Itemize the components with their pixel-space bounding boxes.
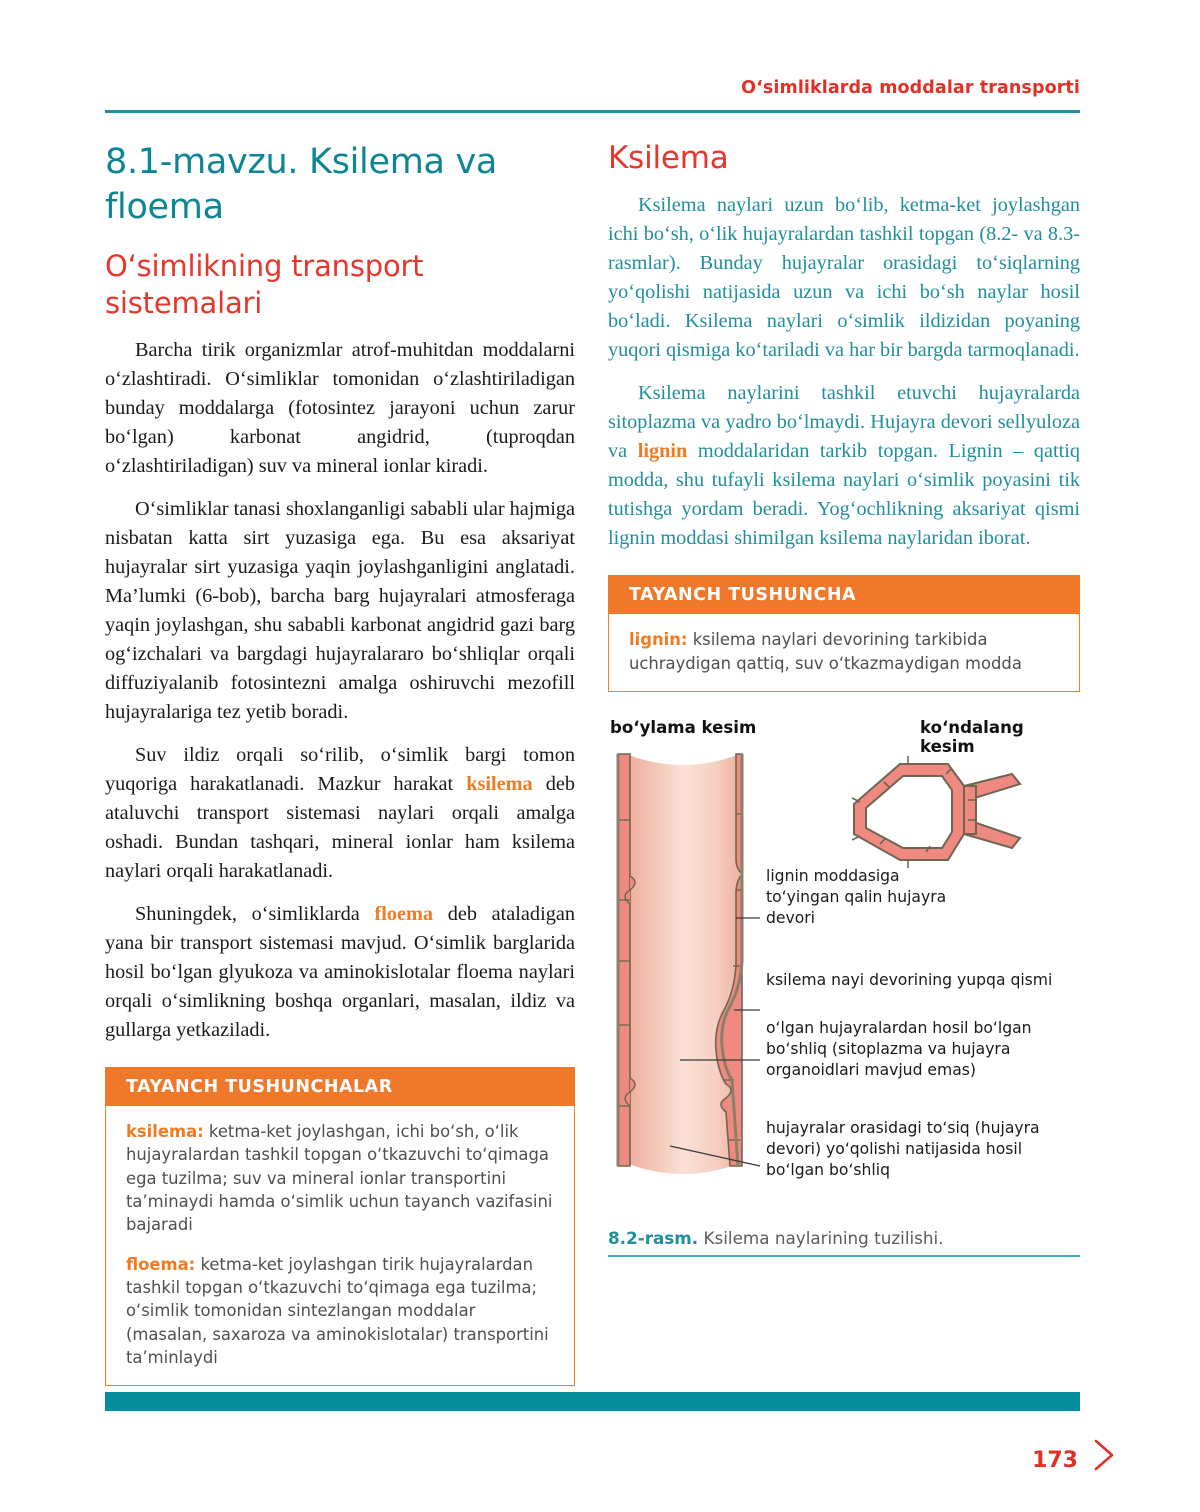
keyword-floema: floema (374, 903, 434, 926)
figure-label-longitudinal: bo‘ylama kesim (610, 717, 757, 737)
page-number: 173 (1032, 1448, 1078, 1473)
callout-removed-end-wall: hujayralar orasidagi to‘siq (hujayra devori) yo‘qolishi natijasida hosil bo‘lgan bo‘shliq (766, 1118, 1040, 1180)
figure-8-2 (608, 718, 1080, 1216)
chevron-right-icon (1092, 1438, 1118, 1472)
concept-box-right (608, 575, 1080, 692)
definition-ksilema (126, 1120, 554, 1236)
paragraph-floema-before: Shuningdek, o‘simliklarda (135, 903, 375, 926)
definition-term-ksilema: ksilema: (126, 1122, 204, 1142)
paragraph-floema-after: deb ataladigan yana bir transport sistemasi mavjud. O‘simlik barglarida hosil bo‘lgan glyukoza va aminokislotalar floema naylari orqali o‘simlikning boshqa organlari, masalan, ildiz va gullarga yetkaziladi. (105, 903, 575, 1042)
right-paragraph-2-after: moddalaridan tarkib topgan. Lignin – qattiq modda, shu tufayli ksilema naylari o‘simlik poyasini tik tutishga yordam beradi. Yog‘ochlikning aksariyat qismi lignin moddasi shimilgan ksilema naylaridan iborat. (608, 440, 1080, 550)
callout-thin-wall: ksilema nayi devorining yupqa qismi (766, 970, 1053, 989)
figure-caption-text: Ksilema naylarining tuzilishi. (698, 1227, 944, 1248)
callout-lignified-wall: lignin moddasiga to‘yingan qalin hujayra devori (766, 866, 947, 928)
hex-cell-wall (854, 764, 964, 860)
right-column (608, 140, 1080, 1257)
cross-section (852, 756, 1020, 868)
concept-box-left-title: TAYANCH TUSHUNCHALAR (106, 1068, 574, 1106)
footer-bar (105, 1392, 1080, 1411)
wall-junction-vertical (964, 786, 976, 834)
definition-text-ksilema: ketma-ket joylashgan, ichi bo‘sh, o‘lik hujayralardan tashkil topgan o‘tkazuvchi to‘qimaga ega tuzilma; suv va mineral ionlar transportini ta’minaydi hamda o‘simlik uchun tayanch vazifasini bajaradi (126, 1122, 553, 1235)
definition-text-floema: ketma-ket joylashgan tirik hujayralardan tashkil topgan o‘tkazuvchi to‘qimaga ega tuzilma; o‘simlik tomonidan sintezlangan moddalar (masalan, saxaroza va aminokislotalar) transportini ta’minlaydi (126, 1254, 549, 1367)
section-heading-transport: O‘simlikning transport sistemalari (105, 248, 424, 320)
figure-caption-rule (608, 1255, 1080, 1257)
left-column (105, 140, 575, 1386)
concept-box-right-body (609, 614, 1079, 691)
concept-box-left (105, 1067, 575, 1386)
paragraph-ksilema-before: Suv ildiz orqali so‘rilib, o‘simlik bargi tomon yuqoriga harakatlanadi. Mazkur harakat (105, 744, 575, 796)
figure-caption (608, 1228, 1080, 1248)
concept-box-left-body (106, 1106, 574, 1385)
figure-caption-number: 8.2-rasm. (608, 1227, 699, 1248)
paragraph-ksilema-after: deb ataluvchi transport sistemasi naylari orqali amalga oshadi. Bundan tashqari, mineral ionlar ham ksilema naylari orqali harakatlanadi. (105, 773, 576, 883)
right-paragraph-1: Ksilema naylari uzun bo‘lib, ketma-ket joylashgan ichi bo‘sh, o‘lik hujayralardan tashkil topgan (8.2- va 8.3-rasmlar). Bunday hujayralar orasidagi to‘siqlarning yo‘qolishi natijasida uzun va ichi bo‘sh naylar hosil bo‘ladi. Ksilema naylari o‘simlik ildizidan poyaning yuqori qismiga ko‘tariladi va har bir bargda tarmoqlanadi. (608, 194, 1080, 362)
running-header-title: O‘simliklarda moddalar transporti (741, 78, 1080, 98)
figure-label-cross: ko‘ndalang kesim (920, 717, 1024, 756)
header-rule (105, 110, 1080, 113)
section-heading-ksilema: Ksilema (608, 140, 729, 176)
longitudinal-section (618, 754, 742, 1174)
paragraph-1: Barcha tirik organizmlar atrof-muhitdan moddalarni o‘zlashtiradi. O‘simliklar tomonidan o‘zlashtiriladigan bunday moddalarga (fotosintez jarayoni uchun zarur bo‘lgan) karbonat angidrid, (tuproqdan o‘zlashtiriladigan) suv va mineral ionlar kiradi. (105, 338, 575, 477)
right-paragraph-2-before: Ksilema naylarini tashkil etuvchi hujayralarda sitoplazma va yadro bo‘lmaydi. Hujayra devori sellyuloza va (608, 382, 1080, 463)
topic-heading: 8.1-mavzu. Ksilema va floema (105, 142, 498, 227)
definition-lignin (629, 628, 1059, 675)
keyword-lignin: lignin (637, 440, 688, 463)
definition-floema (126, 1253, 554, 1369)
definition-term-lignin: lignin: (629, 630, 688, 650)
concept-box-right-title: TAYANCH TUSHUNCHA (609, 576, 1079, 614)
right-paragraph-2 (608, 379, 1080, 553)
cell-lumen (626, 754, 740, 1174)
paragraph-2: O‘simliklar tanasi shoxlanganligi sababli ular hajmiga nisbatan katta sirt yuzasiga ega. Bu esa aksariyat hujayralar sirt yuzasiga yaqin joylashganligini anglatadi. Ma’lumki (6-bob), barcha barg hujayralari atmosferaga yaqin joylashgan, shu sababli karbonat angidrid gazi barg og‘izchalari va bargdagi hujayralararo bo‘shliqlar orqali diffuziyalanib fotosintezni amalga oshiruvchi mezofill hujayralariga tez yetib boradi. (105, 497, 575, 723)
definition-text-lignin: ksilema naylari devorining tarkibida uchraydigan qattiq, suv o‘tkazmaydigan modda (629, 630, 1022, 673)
paragraph-floema (105, 900, 575, 1045)
paragraph-ksilema (105, 741, 575, 886)
callout-dead-cell-cavity: o‘lgan hujayralardan hosil bo‘lgan bo‘shliq (sitoplazma va hujayra organoidlari mavjud emas) (766, 1018, 1032, 1080)
keyword-ksilema: ksilema (466, 773, 533, 796)
definition-term-floema: floema: (126, 1254, 196, 1274)
